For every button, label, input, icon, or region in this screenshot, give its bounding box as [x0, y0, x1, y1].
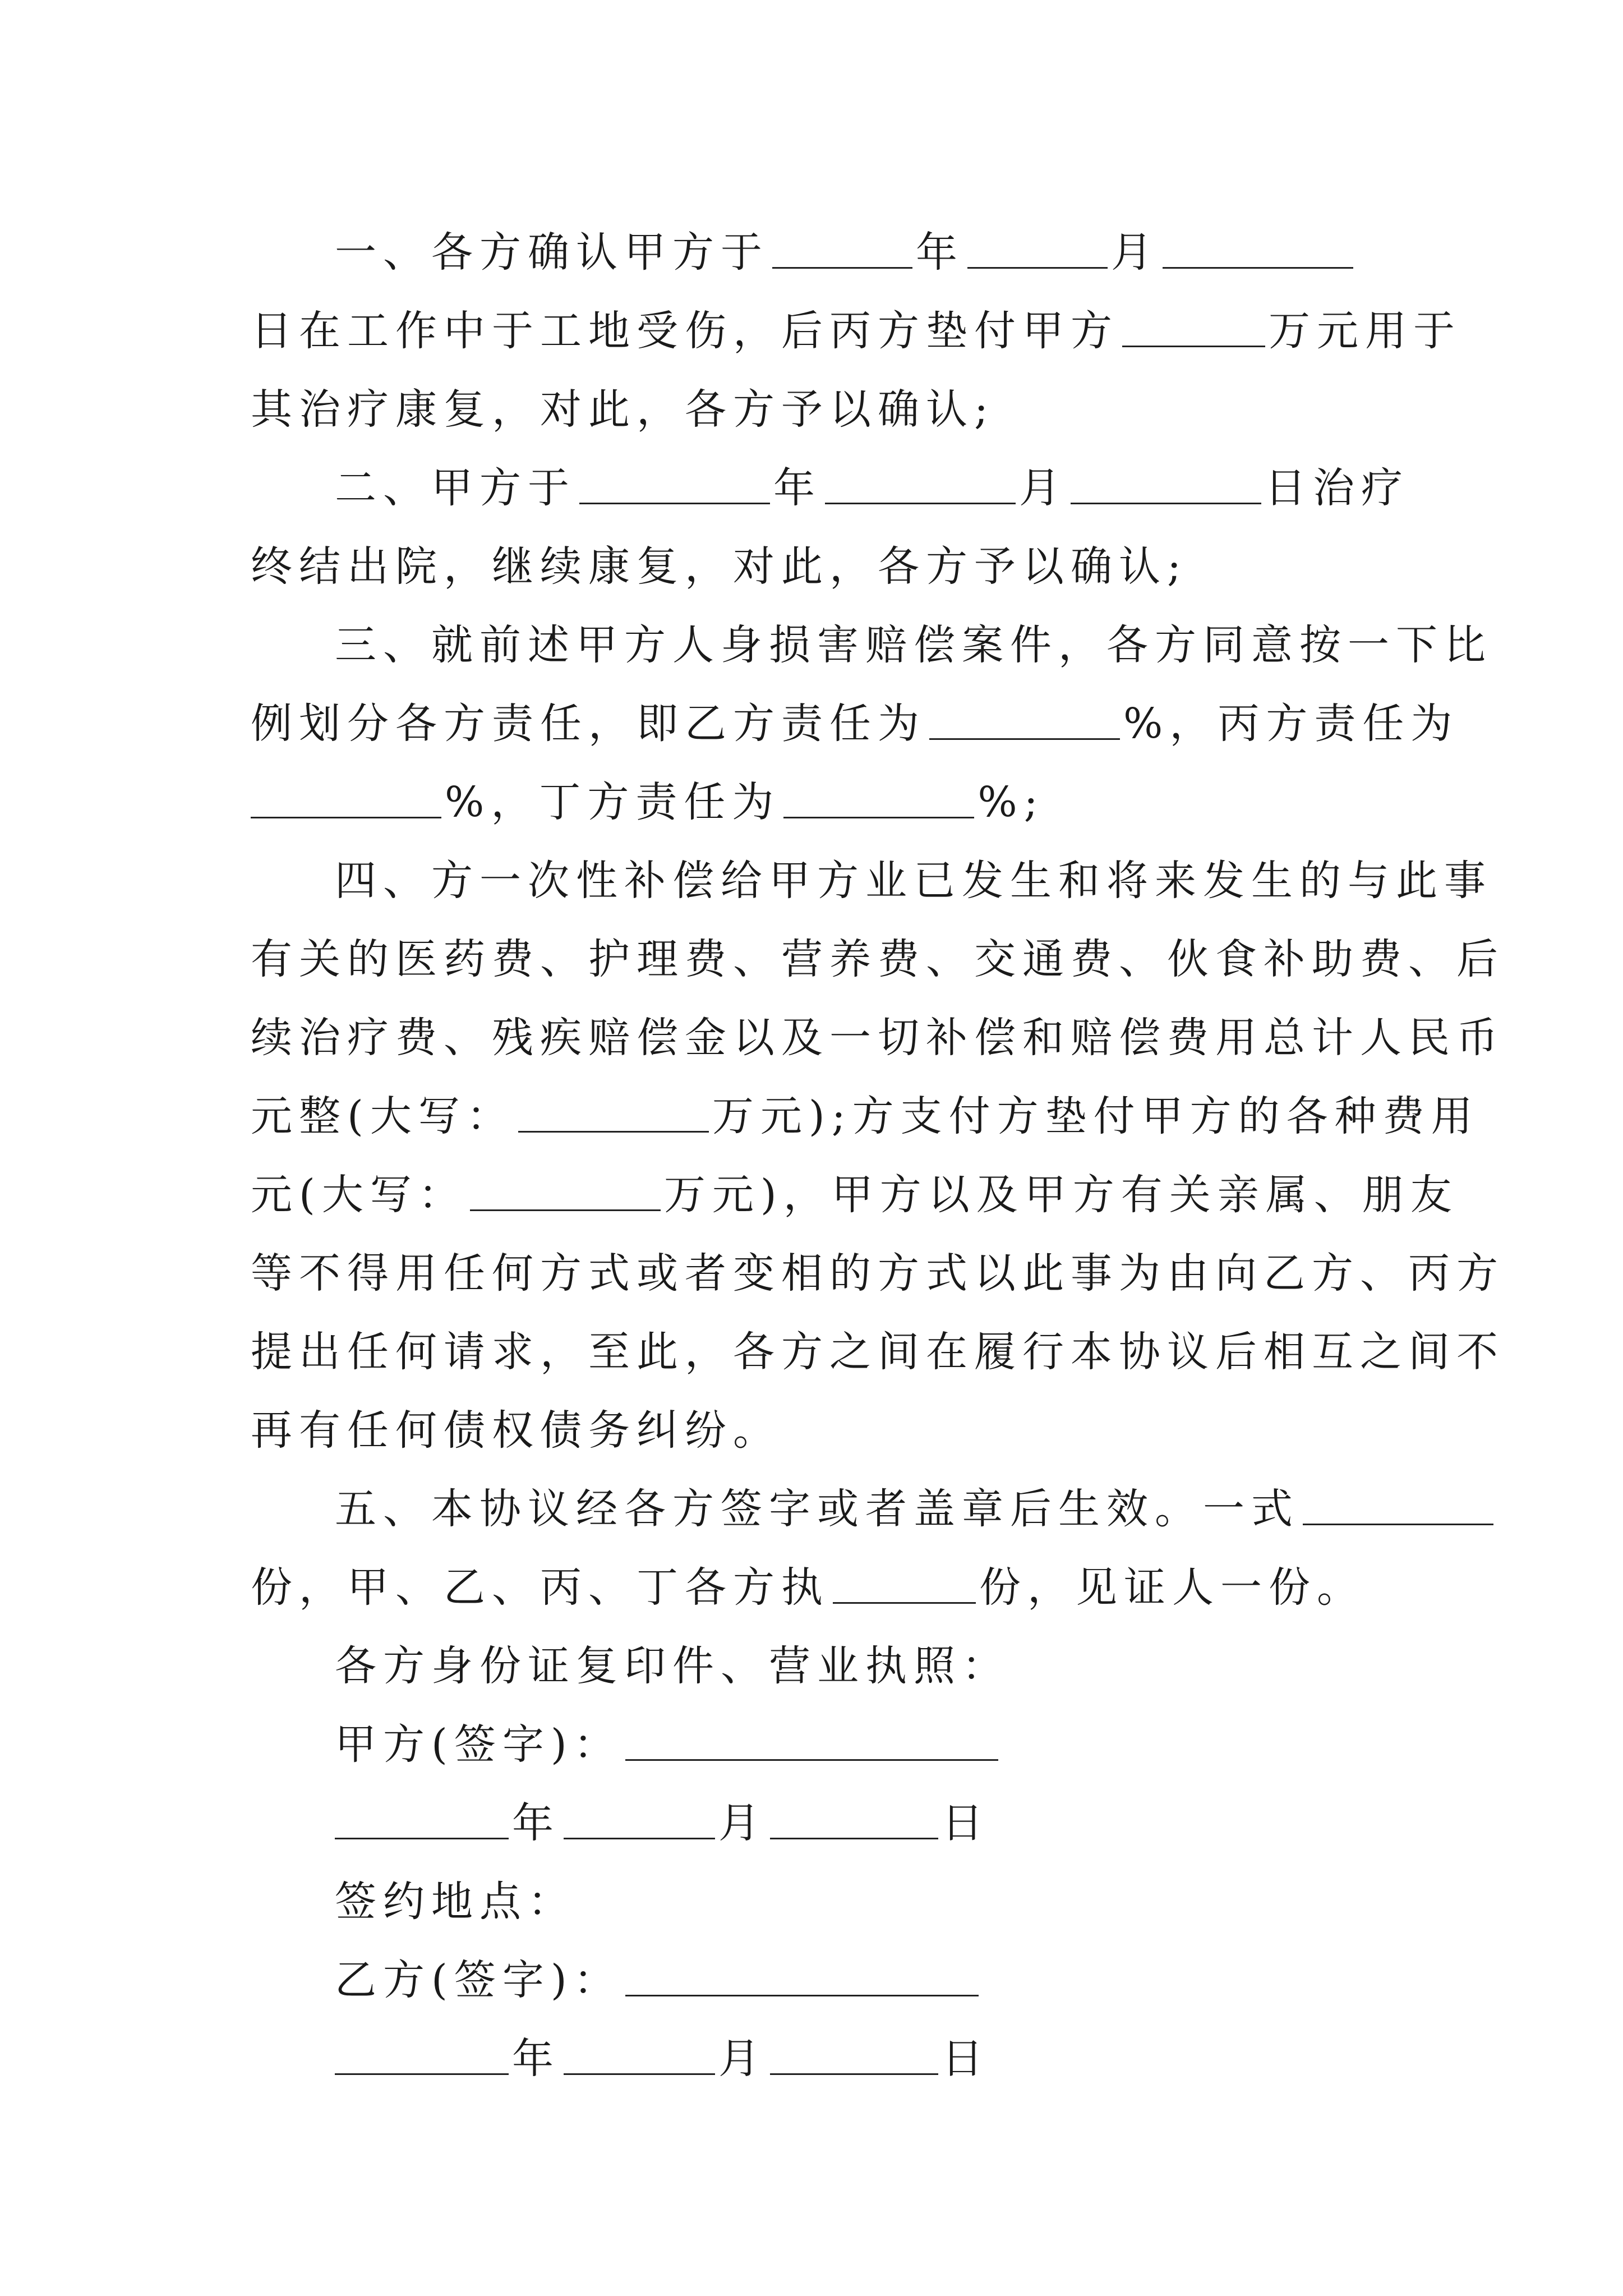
- clause4-line4: [251, 1077, 1479, 1156]
- clause3-text: %，丁方责任为: [445, 778, 781, 826]
- clause4-text: 元整(大写：: [251, 1092, 515, 1140]
- percent-blank[interactable]: [783, 817, 974, 818]
- clause4-text: 四、方一次性补偿给甲方业已发生和将来发生的与此事: [335, 857, 1492, 905]
- sign-place-label: 签约地点：: [335, 1878, 576, 1926]
- clause4-line6: [251, 1234, 1505, 1313]
- clause4-text: 万元)，甲方以及甲方有关亲属、朋友: [663, 1171, 1459, 1219]
- amount-blank[interactable]: [1122, 346, 1265, 347]
- amount-words-blank[interactable]: [518, 1131, 709, 1133]
- party-b-signature-blank[interactable]: [625, 1995, 979, 1996]
- month-blank[interactable]: [564, 2073, 715, 2075]
- clause2-line2: [251, 527, 1188, 606]
- day-blank[interactable]: [770, 2073, 938, 2075]
- clause3-text: 例划分各方责任，即乙方责任为: [251, 700, 926, 748]
- clause3-line3: [251, 763, 1045, 841]
- clause4-line2: [251, 920, 1505, 999]
- month-blank[interactable]: [564, 1838, 715, 1839]
- percent-blank[interactable]: [929, 738, 1120, 740]
- clause3-text: 三、就前述甲方人身损害赔偿案件，各方同意按一下比: [335, 621, 1492, 669]
- clause3-text: %，丙方责任为: [1123, 700, 1459, 748]
- clause2-text: 终结出院，继续康复，对此，各方予以确认;: [251, 542, 1188, 591]
- clause4-text: 有关的医药费、护理费、营养费、交通费、伙食补助费、后: [251, 935, 1505, 983]
- copies-blank[interactable]: [833, 1602, 976, 1604]
- clause1-text: 一、各方确认甲方于: [335, 228, 769, 277]
- clause4-text: 再有任何债权债务纠纷。: [251, 1406, 781, 1455]
- clause4-text: 等不得用任何方式或者变相的方式以此事为由向乙方、丙方: [251, 1249, 1505, 1297]
- clause5-text: 五、本协议经各方签字或者盖章后生效。一式: [335, 1485, 1299, 1533]
- clause4-text: 元(大写：: [251, 1171, 467, 1219]
- year-blank[interactable]: [579, 503, 770, 504]
- year-blank[interactable]: [772, 267, 912, 269]
- day-blank[interactable]: [1163, 267, 1353, 269]
- day-blank[interactable]: [770, 1838, 938, 1839]
- percent-blank[interactable]: [251, 817, 441, 818]
- clause4-text: 万元);方支付方垫付甲方的各种费用: [712, 1092, 1479, 1140]
- party-a-label: 甲方(签字)：: [335, 1720, 622, 1769]
- clause4-line1: [251, 841, 1492, 920]
- clause4-line3: [251, 999, 1505, 1077]
- year-blank[interactable]: [335, 2073, 509, 2075]
- clause1-text: 其治疗康复，对此，各方予以确认;: [251, 385, 995, 434]
- clause4-text: 续治疗费、残疾赔偿金以及一切补偿和赔偿费用总计人民币: [251, 1014, 1505, 1062]
- clause5-line1: [251, 1470, 1497, 1548]
- clause3-text: %;: [978, 778, 1045, 826]
- party-b-signature: [335, 1941, 982, 2019]
- year-blank[interactable]: [335, 1838, 509, 1839]
- year-label: 年: [512, 1799, 560, 1847]
- clause4-line7: [251, 1313, 1505, 1391]
- year-label: 年: [773, 464, 822, 512]
- clause1-text: 日在工作中于工地受伤，后丙方垫付甲方: [251, 307, 1119, 355]
- month-label: 月: [718, 2035, 767, 2083]
- party-a-signature: [335, 1705, 1002, 1784]
- attachments-text: 各方身份证复印件、营业执照：: [335, 1642, 1010, 1690]
- clause2-text: 日治疗: [1265, 464, 1409, 512]
- clause4-line8: [251, 1391, 781, 1470]
- party-b-label: 乙方(签字)：: [335, 1956, 622, 2004]
- day-blank[interactable]: [1071, 503, 1261, 504]
- party-a-signature-blank[interactable]: [625, 1759, 998, 1761]
- clause2-text: 二、甲方于: [335, 464, 576, 512]
- clause1-text: 万元用于: [1269, 307, 1461, 355]
- clause3-line2: [251, 684, 1459, 763]
- year-label: 年: [916, 228, 964, 277]
- month-blank[interactable]: [825, 503, 1016, 504]
- party-a-date: [335, 1784, 990, 1862]
- party-b-date: [335, 2019, 990, 2098]
- clause5-line2: [251, 1548, 1365, 1627]
- attachments-line: [335, 1627, 1010, 1705]
- month-blank[interactable]: [967, 267, 1108, 269]
- sign-place-line: [335, 1862, 576, 1941]
- clause4-line5: [251, 1156, 1459, 1234]
- month-label: 月: [718, 1799, 767, 1847]
- clause2-line1: [251, 449, 1409, 527]
- month-label: 月: [1111, 228, 1159, 277]
- month-label: 月: [1019, 464, 1067, 512]
- clause5-text: 份，甲、乙、丙、丁各方执: [251, 1563, 829, 1612]
- clause1-line3: [251, 370, 995, 449]
- clause1-line1: [251, 213, 1376, 292]
- year-label: 年: [512, 2035, 560, 2083]
- clause3-line1: [251, 606, 1492, 684]
- day-label: 日: [942, 2035, 990, 2083]
- copies-blank[interactable]: [1303, 1524, 1493, 1525]
- clause1-line2: [251, 292, 1461, 370]
- amount-words-blank[interactable]: [470, 1209, 661, 1211]
- day-label: 日: [942, 1799, 990, 1847]
- clause5-text: 份，见证人一份。: [979, 1563, 1365, 1612]
- clause4-text: 提出任何请求，至此，各方之间在履行本协议后相互之间不: [251, 1328, 1505, 1376]
